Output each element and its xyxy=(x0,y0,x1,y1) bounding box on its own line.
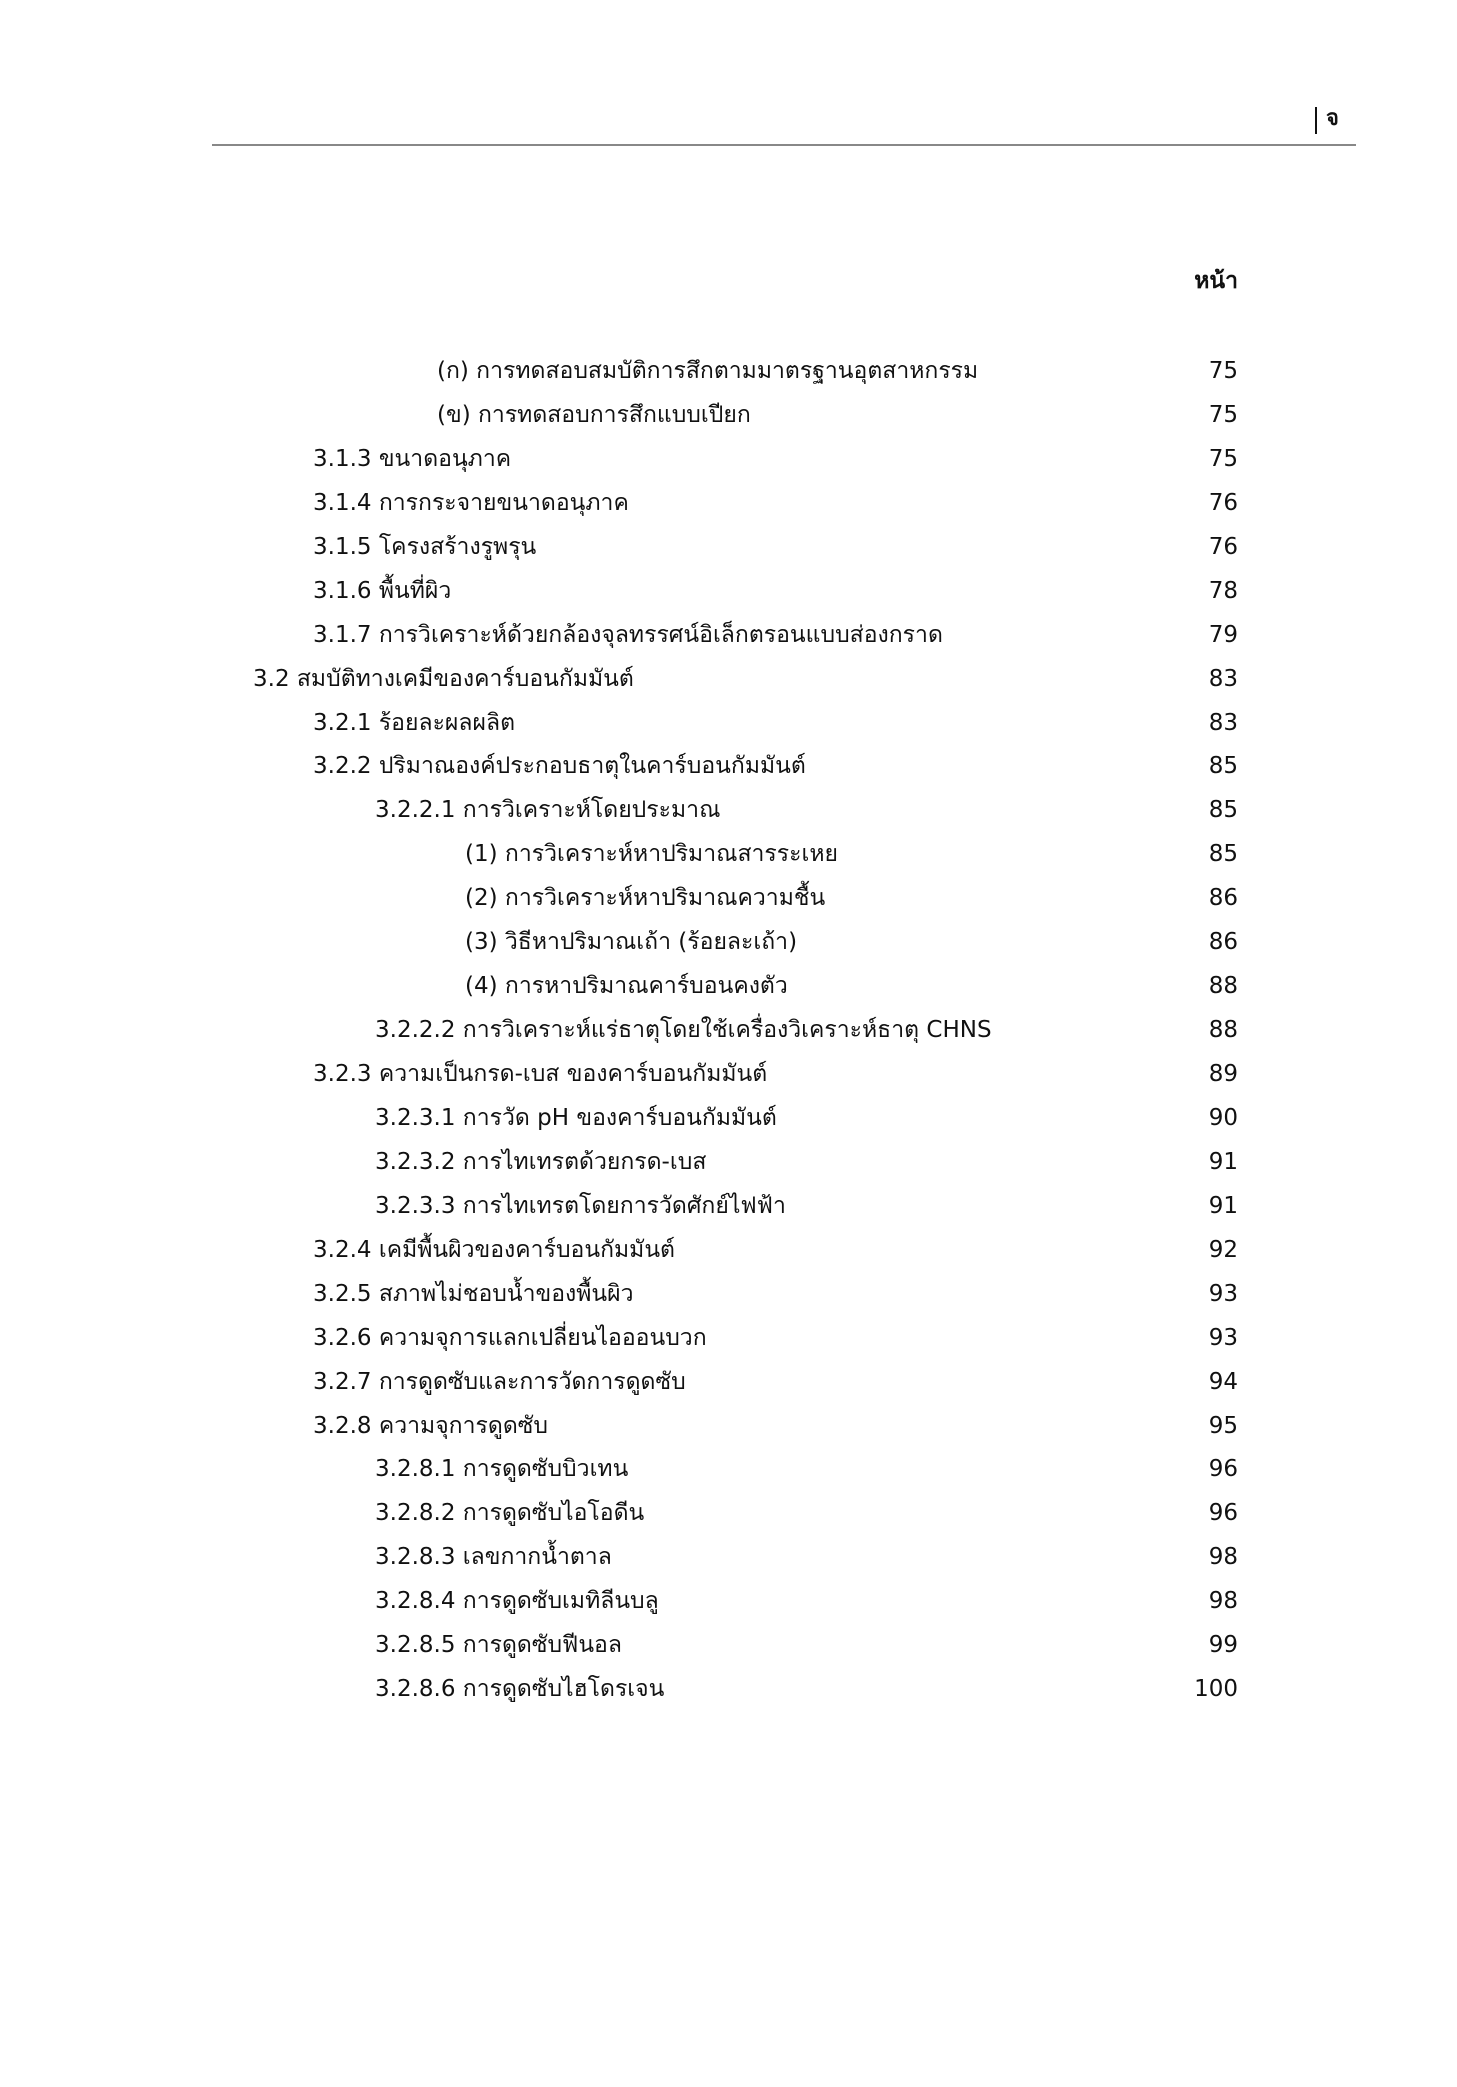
toc-entry-page: 89 xyxy=(1208,1061,1238,1087)
toc-entry-page: 75 xyxy=(1208,401,1238,428)
toc-entry-title: 3.2.8.6 การดูดซับไฮโดรเจน xyxy=(375,1676,665,1703)
toc-entry xyxy=(0,1493,1457,1537)
toc-entry-page: 91 xyxy=(1208,1192,1238,1219)
header-rule xyxy=(212,144,1356,146)
toc-entry xyxy=(0,527,1457,571)
toc-entry-page: 86 xyxy=(1208,885,1238,912)
toc-entry xyxy=(0,1230,1457,1274)
toc-entry-page: 91 xyxy=(1208,1148,1238,1175)
toc-entry-page: 83 xyxy=(1208,709,1238,736)
toc-entry-page: 75 xyxy=(1208,358,1238,384)
toc-entry-page: 92 xyxy=(1208,1236,1238,1263)
toc-entry-title: (ข) การทดสอบการสึกแบบเปียก xyxy=(437,401,751,428)
toc-entry xyxy=(0,615,1457,659)
toc-entry-title: 3.2.8.4 การดูดซับเมทิลีนบลู xyxy=(375,1588,659,1615)
toc-entry-title: 3.2.2 ปริมาณองค์ประกอบธาตุในคาร์บอนกัมมันต์ xyxy=(313,753,806,780)
toc-entry xyxy=(0,790,1457,834)
toc-entry-page: 78 xyxy=(1208,577,1238,604)
toc-entry-page: 94 xyxy=(1208,1368,1238,1395)
toc-entry xyxy=(0,878,1457,922)
toc-entry xyxy=(0,351,1457,395)
toc-entry-title: 3.2.2.1 การวิเคราะห์โดยประมาณ xyxy=(375,797,721,824)
toc-entry-page: 85 xyxy=(1208,797,1238,824)
toc-entry-title: (4) การหาปริมาณคาร์บอนคงตัว xyxy=(465,973,788,1000)
toc-entry xyxy=(0,1274,1457,1318)
toc-entry xyxy=(0,1537,1457,1581)
toc-entry-title: 3.2.8.5 การดูดซับฟีนอล xyxy=(375,1632,622,1659)
toc-entry-page: 93 xyxy=(1208,1280,1238,1307)
toc-entry-title: 3.2.7 การดูดซับและการวัดการดูดซับ xyxy=(313,1368,686,1395)
toc-entry-title: 3.2.6 ความจุการแลกเปลี่ยนไอออนบวก xyxy=(313,1324,707,1351)
toc-entry xyxy=(0,1098,1457,1142)
toc-entry-title: 3.2.3.3 การไทเทรตโดยการวัดศักย์ไฟฟ้า xyxy=(375,1192,786,1219)
toc-entry-title: 3.2.8.2 การดูดซับไอโอดีน xyxy=(375,1500,645,1527)
toc-entry-page: 76 xyxy=(1208,533,1238,560)
toc-entry-title: 3.2.1 ร้อยละผลผลิต xyxy=(313,709,516,736)
toc-entry-page: 88 xyxy=(1208,1017,1238,1044)
toc-entry-title: 3.2.4 เคมีพื้นผิวของคาร์บอนกัมมันต์ xyxy=(313,1236,675,1263)
toc-entry xyxy=(0,703,1457,747)
toc-entry-page: 93 xyxy=(1208,1324,1238,1351)
toc-entry xyxy=(0,834,1457,878)
toc-entry xyxy=(0,1581,1457,1625)
toc-entry-title: 3.1.7 การวิเคราะห์ด้วยกล้องจุลทรรศน์อิเล็กตรอนแบบส่องกราด xyxy=(313,621,943,648)
toc-entry xyxy=(0,1362,1457,1406)
toc-entry-page: 99 xyxy=(1208,1632,1238,1659)
toc-entry-page: 85 xyxy=(1208,841,1238,868)
toc-entry xyxy=(0,1186,1457,1230)
toc-entry xyxy=(0,571,1457,615)
page-number-label: จ xyxy=(1326,106,1339,131)
toc-entry-title: (1) การวิเคราะห์หาปริมาณสารระเหย xyxy=(465,841,838,868)
toc-entry-page: 76 xyxy=(1208,489,1238,516)
toc-entry-title: 3.1.5 โครงสร้างรูพรุน xyxy=(313,533,537,560)
toc-entry-page: 95 xyxy=(1208,1412,1238,1439)
toc-entry xyxy=(0,1142,1457,1186)
toc-entry-title: 3.2.3 ความเป็นกรด-เบส ของคาร์บอนกัมมันต์ xyxy=(313,1061,768,1087)
toc-entry-title: 3.1.4 การกระจายขนาดอนุภาค xyxy=(313,489,629,516)
toc-entry-page: 90 xyxy=(1208,1104,1238,1131)
toc-entry xyxy=(0,1449,1457,1493)
toc-entry-title: (3) วิธีหาปริมาณเถ้า (ร้อยละเถ้า) xyxy=(465,929,798,956)
toc-entry-title: 3.2 สมบัติทางเคมีของคาร์บอนกัมมันต์ xyxy=(253,665,634,692)
toc-entry-title: 3.2.8 ความจุการดูดซับ xyxy=(313,1412,548,1439)
toc-entry-page: 96 xyxy=(1208,1456,1238,1483)
toc-entry-page: 85 xyxy=(1208,753,1238,780)
toc-entry-title: 3.1.3 ขนาดอนุภาค xyxy=(313,445,512,472)
toc-entry-title: 3.2.3.2 การไทเทรตด้วยกรด-เบส xyxy=(375,1148,707,1175)
toc-entry-title: (2) การวิเคราะห์หาปริมาณความชื้น xyxy=(465,885,826,912)
toc-entry-title: 3.2.2.2 การวิเคราะห์แร่ธาตุโดยใช้เครื่องวิเคราะห์ธาตุ CHNS xyxy=(375,1017,992,1044)
toc-entry xyxy=(0,483,1457,527)
toc-entry xyxy=(0,1406,1457,1450)
toc-entry-page: 98 xyxy=(1208,1588,1238,1615)
toc-entry-page: 100 xyxy=(1194,1676,1238,1703)
toc-entry xyxy=(0,1054,1457,1098)
header-separator xyxy=(1315,107,1317,134)
toc-entry-page: 88 xyxy=(1208,973,1238,1000)
toc-entry-page: 83 xyxy=(1208,665,1238,692)
toc-entry xyxy=(0,659,1457,703)
toc-entry xyxy=(0,966,1457,1010)
toc-entry xyxy=(0,1318,1457,1362)
toc-entry xyxy=(0,439,1457,483)
toc-entry-page: 96 xyxy=(1208,1500,1238,1527)
toc-entry-page: 98 xyxy=(1208,1544,1238,1571)
toc-entry-page: 79 xyxy=(1208,621,1238,648)
toc-entry xyxy=(0,746,1457,790)
toc-entry xyxy=(0,1010,1457,1054)
toc-entry-title: 3.2.5 สภาพไม่ชอบน้ำของพื้นผิว xyxy=(313,1280,634,1307)
table-of-contents xyxy=(0,351,1457,1713)
toc-entry-page: 86 xyxy=(1208,929,1238,956)
toc-entry xyxy=(0,1669,1457,1713)
page-column-heading: หน้า xyxy=(1194,268,1238,294)
toc-entry-title: 3.2.3.1 การวัด pH ของคาร์บอนกัมมันต์ xyxy=(375,1104,777,1131)
toc-entry-title: (ก) การทดสอบสมบัติการสึกตามมาตรฐานอุตสาหกรรม xyxy=(437,358,979,384)
toc-entry xyxy=(0,922,1457,966)
toc-entry xyxy=(0,395,1457,439)
toc-entry xyxy=(0,1625,1457,1669)
toc-entry-title: 3.2.8.3 เลขกากน้ำตาล xyxy=(375,1544,612,1571)
toc-entry-page: 75 xyxy=(1208,445,1238,472)
toc-entry-title: 3.2.8.1 การดูดซับบิวเทน xyxy=(375,1456,629,1483)
toc-entry-title: 3.1.6 พื้นที่ผิว xyxy=(313,577,452,604)
